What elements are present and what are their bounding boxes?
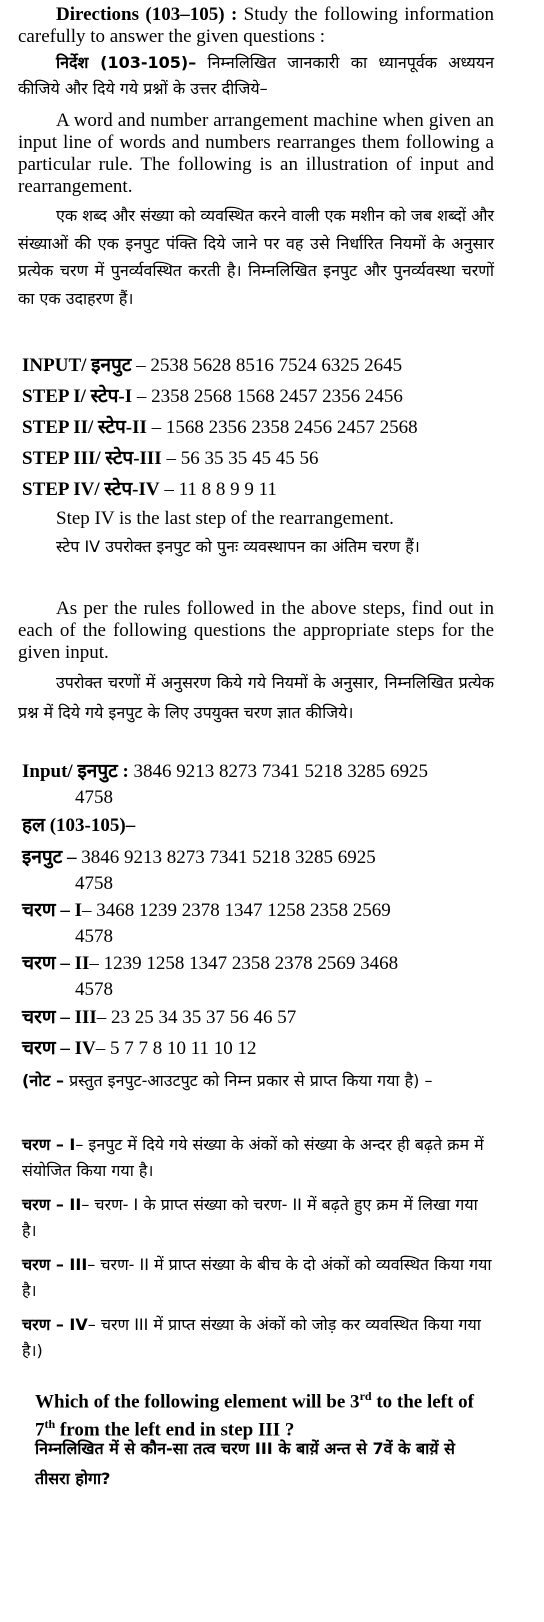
solution-label: चरण – III	[22, 1007, 97, 1028]
directions-hi	[18, 50, 494, 102]
explanation-text: – इनपुट में दिये गये संख्या के अंकों को संख्या के अन्दर ही बढ़ते क्रम में संयोजित किया गया है।	[22, 1135, 484, 1180]
solution-step1-row	[22, 899, 502, 923]
example-step4-row	[22, 478, 502, 502]
explanation-text: – चरण- I के प्राप्त संख्या को चरण- II में बढ़ते हुए क्रम में लिखा गया है।	[22, 1195, 478, 1240]
note	[22, 1068, 494, 1094]
example-value: – 1568 2356 2358 2456 2457 2568	[151, 417, 418, 438]
explanation-step3	[22, 1252, 494, 1304]
explanation-label: चरण – I	[22, 1135, 76, 1154]
explanation-text: – चरण III में प्राप्त संख्या के अंकों को जोड़ कर व्यवस्थित किया गया है।)	[22, 1315, 481, 1360]
question-en-sup: th	[44, 1417, 56, 1432]
directions-en-label: Directions (103–105) :	[56, 4, 238, 25]
solution-step2-line2: 4578	[75, 979, 113, 1000]
given-input-row	[22, 760, 502, 784]
solution-step1-line2: 4578	[75, 926, 113, 947]
explanation-label: चरण – II	[22, 1195, 82, 1214]
last-step-en: Step IV is the last step of the rearrangement.	[56, 508, 394, 529]
directions-en	[18, 4, 494, 48]
explanation-step1	[22, 1132, 494, 1184]
example-input-row	[22, 354, 502, 378]
directions-en-text: Study the following information carefully to answer the given questions :	[18, 4, 494, 47]
example-value: – 2358 2568 1568 2457 2356 2456	[136, 386, 403, 407]
given-input-line1: 3846 9213 8273 7341 5218 3285 6925	[133, 761, 429, 782]
given-input-label: Input/ इनपुट :	[22, 761, 129, 782]
intro-en: A word and number arrangement machine when given an input line of words and numbers rearranges them following a particular rule. The following is an illustration of input and rearrangement.	[18, 110, 494, 197]
solution-label: चरण – IV	[22, 1038, 96, 1059]
explanation-label: चरण – III	[22, 1255, 88, 1274]
note-text: प्रस्तुत इनपुट-आउटपुट को निम्न प्रकार से प्राप्त किया गया है) –	[69, 1071, 433, 1090]
example-value: – 11 8 8 9 9 11	[164, 479, 277, 500]
solution-step3-row	[22, 1006, 502, 1030]
directions-hi-text: निम्नलिखित जानकारी का ध्यानपूर्वक अध्ययन कीजिये और दिये गये प्रश्नों के उत्तर दीजिये–	[18, 53, 494, 98]
solution-label: इनपुट –	[22, 847, 77, 868]
solution-value: 3846 9213 8273 7341 5218 3285 6925	[81, 847, 376, 868]
solution-value: – 5 7 7 8 10 11 10 12	[95, 1038, 257, 1059]
question-en-part: from the left end in step III ?	[55, 1419, 295, 1441]
rules-hi: उपरोक्त चरणों में अनुसरण किये गये नियमों के अनुसार, निम्नलिखित प्रत्येक प्रश्न में दिये गये इनपुट के लिए उपयुक्त चरण ज्ञात कीजिये।	[18, 673, 494, 722]
example-step2-row	[22, 416, 502, 440]
example-value: – 56 35 35 45 45 56	[166, 448, 319, 469]
example-step3-row	[22, 447, 502, 471]
solution-label: चरण – I	[22, 900, 82, 921]
solution-input-row	[22, 846, 502, 870]
solution-label: चरण – II	[22, 953, 90, 974]
solution-step2-row	[22, 952, 502, 976]
solution-value: – 3468 1239 2378 1347 1258 2358 2569	[81, 900, 391, 921]
rules-en: As per the rules followed in the above steps, find out in each of the following questions the appropriate steps for the given input.	[18, 598, 494, 663]
question-en-part: to the left of 7	[35, 1391, 474, 1441]
explanation-label: चरण – IV	[22, 1315, 88, 1334]
example-label: STEP I/ स्टेप-I	[22, 386, 133, 407]
intro-hi: एक शब्द और संख्या को व्यवस्थित करने वाली एक मशीन को जब शब्दों और संख्याओं की एक इनपुट पंक्ति दिये जाने पर वह उसे निर्धारित नियमों के अनुसार प्रत्येक चरण में पुनर्व्यवस्थित करती है। निम्नलिखित इनपुट और पुनर्व्यवस्था चरणों का एक उदाहरण हैं।	[18, 206, 494, 308]
solution-input-line2: 4758	[75, 873, 113, 894]
solution-heading: हल (103-105)–	[22, 815, 136, 836]
example-label: STEP II/ स्टेप-II	[22, 417, 147, 438]
example-label: INPUT/ इनपुट	[22, 355, 132, 376]
example-label: STEP III/ स्टेप-III	[22, 448, 162, 469]
explanation-text: – चरण- II में प्राप्त संख्या के बीच के दो अंकों को व्यवस्थित किया गया है।	[22, 1255, 492, 1300]
example-value: – 2538 5628 8516 7524 6325 2645	[136, 355, 403, 376]
explanation-step4	[22, 1312, 494, 1364]
solution-step4-row	[22, 1037, 502, 1061]
last-step-hi: स्टेप IV उपरोक्त इनपुट को पुनः व्यवस्थापन का अंतिम चरण हैं।	[56, 537, 420, 556]
example-label: STEP IV/ स्टेप-IV	[22, 479, 160, 500]
solution-value: – 23 25 34 35 37 56 46 57	[96, 1007, 297, 1028]
question-en-part: Which of the following element will be 3	[35, 1391, 360, 1413]
note-label: (नोट –	[22, 1071, 64, 1090]
explanation-step2	[22, 1192, 494, 1244]
example-step1-row	[22, 385, 502, 409]
question-hi: निम्नलिखित में से कौन-सा तत्व चरण III के बाय़ें अन्त से 7वें के बाय़ें से तीसरा होगा?	[35, 1439, 455, 1488]
directions-hi-label: निर्देश (103-105)–	[56, 53, 197, 72]
question-en-sup: rd	[359, 1389, 372, 1403]
solution-value: – 1239 1258 1347 2358 2378 2569 3468	[89, 953, 399, 974]
given-input-line2: 4758	[75, 787, 113, 808]
